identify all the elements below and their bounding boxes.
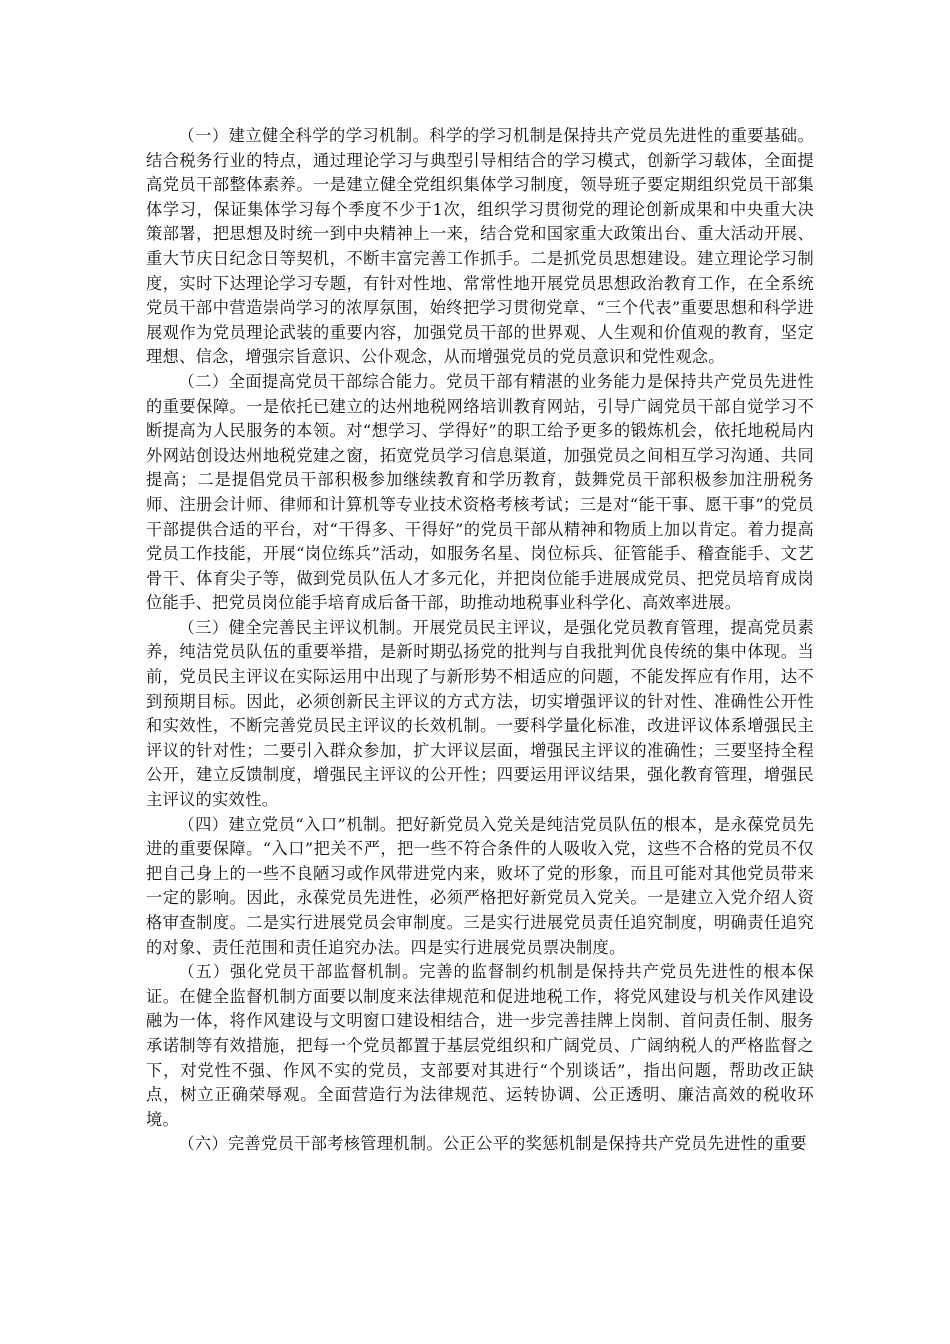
paragraph-learning-mechanism: （一）建立健全科学的学习机制。科学的学习机制是保持共产党员先进性的重要基础。结合税务行业的特点，通过理论学习与典型引导相结合的学习模式，创新学习载体，全面提高党员干部整体素养。一是建立健全党组织集体学习制度，领导班子要定期组织党员干部集体学习，保证集体学习每个季度不少于1次，组织学习贯彻党的理论创新成果和中央重大决策部署，把思想及时统一到中央精神上一来，结合党和国家重大政策出台、重大活动开展、重大节庆日纪念日等契机，不断丰富完善工作抓手。二是抓党员思想建设。建立理论学习制度，实时下达理论学习专题，有针对性地、常常性地开展党员思想政治教育工作，在全系统党员干部中营造崇尚学习的浓厚氛围，始终把学习贯彻党章、“三个代表”重要思想和科学进展观作为党员理论武装的重要内容，加强党员干部的世界观、人生观和价值观的教育，坚定理想、信念，增强宗旨意识、公仆观念，从而增强党员的党员意识和党性观念。 (146, 126, 814, 367)
document-body (146, 124, 814, 1157)
paragraph-supervision-mechanism: （五）强化党员干部监督机制。完善的监督制约机制是保持共产党员先进性的根本保证。在健全监督机制方面要以制度来法律规范和促进地税工作，将党风建设与机关作风建设融为一体，将作风建设与文明窗口建设相结合，进一步完善挂牌上岗制、首问责任制、服务承诺制等有效措施，把每一个党员都置于基层党组织和广阔党员、广阔纳税人的严格监督之下，对党性不强、作风不实的党员，支部要对其进行“个别谈话”，指出问题，帮助改正缺点，树立正确荣辱观。全面营造行为法律规范、运转协调、公正透明、廉洁高效的税收环境。 (146, 962, 814, 1129)
paragraph-entry-mechanism: （四）建立党员“入口”机制。把好新党员入党关是纯洁党员队伍的根本，是永葆党员先进的重要保障。“入口”把关不严，把一些不符合条件的人吸收入党，这些不合格的党员不仅把自己身上的一些不良陋习或作风带进党内来，败坏了党的形象，而且可能对其他党员带来一定的影响。因此，永葆党员先进性，必须严格把好新党员入党关。一是建立入党介绍人资格审查制度。二是实行进展党员会审制度。三是实行进展党员责任追究制度，明确责任追究的对象、责任范围和责任追究办法。四是实行进展党员票决制度。 (146, 814, 814, 957)
paragraph-democratic-evaluation: （三）健全完善民主评议机制。开展党员民主评议，是强化党员教育管理，提高党员素养，纯洁党员队伍的重要举措，是新时期弘扬党的批判与自我批判优良传统的集中体现。当前，党员民主评议在实际运用中出现了与新形势不相适应的问题，不能发挥应有作用，达不到预期目标。因此，必须创新民主评议的方式方法，切实增强评议的针对性、准确性公开性和实效性，不断完善党员民主评议的长效机制。一要科学量化标准，改进评议体系增强民主评议的针对性；二要引入群众参加，扩大评议层面，增强民主评议的准确性；三要坚持全程公开，建立反馈制度，增强民主评议的公开性；四要运用评议结果，强化教育管理，增强民主评议的实效性。 (146, 617, 814, 810)
paragraph-comprehensive-ability: （二）全面提高党员干部综合能力。党员干部有精湛的业务能力是保持共产党员先进性的重要保障。一是依托已建立的达州地税网络培训教育网站，引导广阔党员干部自觉学习不断提高为人民服务的本领。对“想学习、学得好”的职工给予更多的锻炼机会，依托地税局内外网站创设达州地税党建之窗，拓宽党员学习信息渠道，加强党员之间相互学习沟通、共同提高；二是提倡党员干部积极参加继续教育和学历教育，鼓舞党员干部积极参加注册税务师、注册会计师、律师和计算机等专业技术资格考核考试；三是对“能干事、愿干事”的党员干部提供合适的平台，对“干得多、干得好”的党员干部从精神和物质上加以肯定。着力提高党员工作技能，开展“岗位练兵”活动，如服务名星、岗位标兵、征管能手、稽查能手、文艺骨干、体育尖子等，做到党员队伍人才多元化，并把岗位能手进展成党员、把党员培育成岗位能手、把党员岗位能手培育成后备干部，助推动地税事业科学化、高效率进展。 (146, 371, 814, 613)
paragraph-assessment-mechanism: （六）完善党员干部考核管理机制。公正公平的奖惩机制是保持共产党员先进性的重要 (178, 1134, 807, 1154)
